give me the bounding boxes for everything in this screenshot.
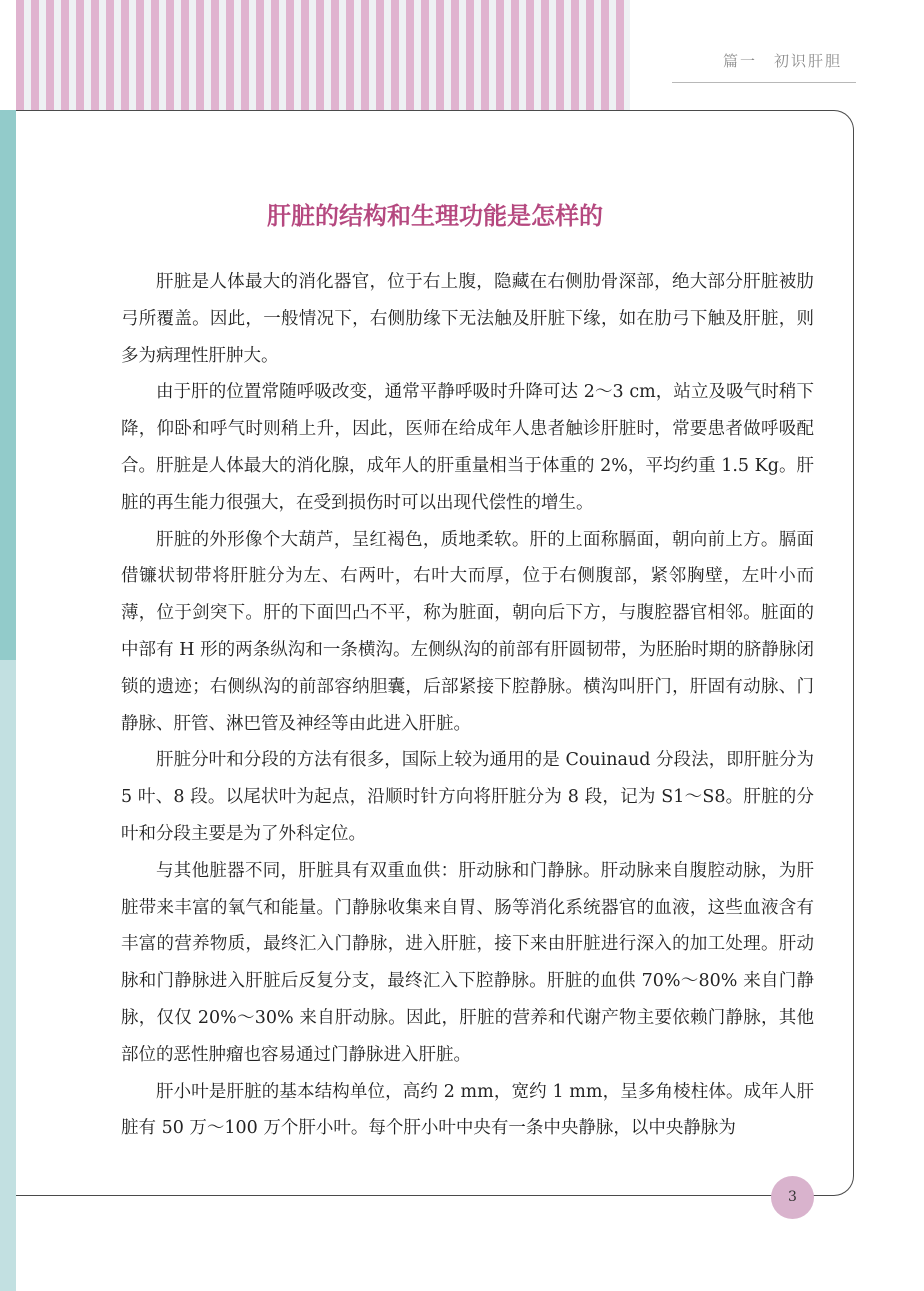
paragraph-4: 肝脏分叶和分段的方法有很多，国际上较为通用的是 Couinaud 分段法，即肝脏分为 5 叶、8 段。以尾状叶为起点，沿顺时针方向将肝脏分为 8 段，记为 S1～S8。肝脏的分叶和分段主要是为了外科定位。 bbox=[121, 750, 814, 844]
paragraph-6: 肝小叶是肝脏的基本结构单位，高约 2 mm，宽约 1 mm，呈多角棱柱体。成年人肝脏有 50 万～100 万个肝小叶。每个肝小叶中央有一条中央静脉，以中央静脉为 bbox=[121, 1081, 814, 1139]
page-number-badge: 3 bbox=[771, 1176, 814, 1219]
side-accent-bar-light bbox=[0, 660, 16, 1291]
paragraph-1: 肝脏是人体最大的消化器官，位于右上腹，隐藏在右侧肋骨深部，绝大部分肝脏被肋弓所覆盖。因此，一般情况下，右侧肋缘下无法触及肝脏下缘，如在肋弓下触及肝脏，则多为病理性肝肿大。 bbox=[121, 272, 814, 366]
paragraph-5: 与其他脏器不同，肝脏具有双重血供：肝动脉和门静脉。肝动脉来自腹腔动脉，为肝脏带来丰富的氧气和能量。门静脉收集来自胃、肠等消化系统器官的血液，这些血液含有丰富的营养物质，最终汇入门静脉，进入肝脏，接下来由肝脏进行深入的加工处理。肝动脉和门静脉进入肝脏后反复分支，最终汇入下腔静脉。肝脏的血供 70%～80% 来自门静脉，仅仅 20%～30% 来自肝动脉。因此，肝脏的营养和代谢产物主要依赖门静脉，其他部位的恶性肿瘤也容易通过门静脉进入肝脏。 bbox=[121, 860, 814, 1065]
side-accent-bar-dark bbox=[0, 110, 16, 660]
striped-header-band bbox=[16, 0, 630, 110]
body-text bbox=[121, 264, 814, 1147]
header-rule bbox=[672, 82, 856, 83]
paragraph-2: 由于肝的位置常随呼吸改变，通常平静呼吸时升降可达 2～3 cm，站立及吸气时稍下降，仰卧和呼气时则稍上升，因此，医师在给成年人患者触诊肝脏时，常要患者做呼吸配合。肝脏是人体最大的消化腺，成年人的肝重量相当于体重的 2%，平均约重 1.5 Kg。肝脏的再生能力很强大，在受到损伤时可以出现代偿性的增生。 bbox=[121, 382, 814, 513]
running-header: 篇一 初识肝胆 bbox=[722, 52, 842, 70]
paragraph-3: 肝脏的外形像个大葫芦，呈红褐色，质地柔软。肝的上面称膈面，朝向前上方。膈面借镰状韧带将肝脏分为左、右两叶，右叶大而厚，位于右侧腹部，紧邻胸壁，左叶小而薄，位于剑突下。肝的下面凹凸不平，称为脏面，朝向后下方，与腹腔器官相邻。脏面的中部有 H 形的两条纵沟和一条横沟。左侧纵沟的前部有肝圆韧带，为胚胎时期的脐静脉闭锁的遗迹；右侧纵沟的前部容纳胆囊，后部紧接下腔静脉。横沟叫肝门，肝固有动脉、门静脉、肝管、淋巴管及神经等由此进入肝脏。 bbox=[121, 529, 814, 734]
section-title: 肝脏的结构和生理功能是怎样的 bbox=[267, 201, 603, 230]
